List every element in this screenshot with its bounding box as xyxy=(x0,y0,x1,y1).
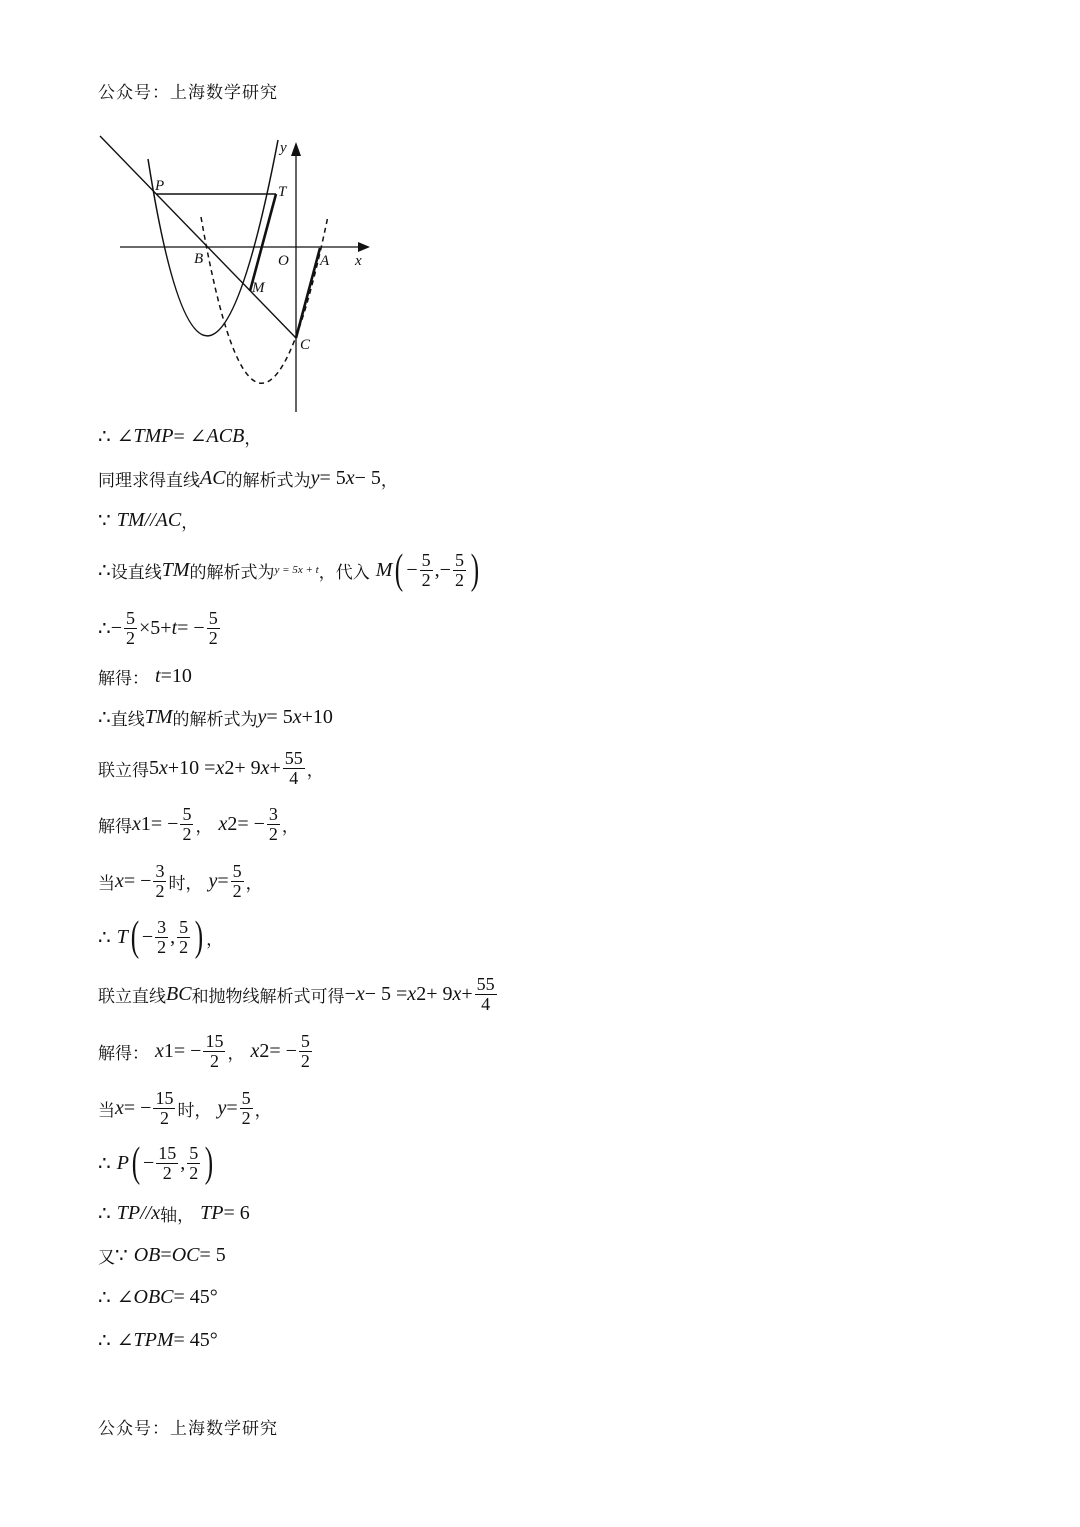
solid-parabola xyxy=(148,140,278,336)
line-11: ∴ T ( − $\frac{3}{2}$ , $\frac{5}{2}$ ) ， xyxy=(98,914,224,960)
line-8: 联立得 5 x +10 = x 2 + 9 x + $\frac{55}{4}$ ， xyxy=(98,747,324,788)
label-x: x xyxy=(355,253,362,269)
y-axis-arrow xyxy=(291,142,301,156)
line-9: 解得 x 1 = − $\frac{5}{2}$ ， x 2 = − $\frac{3}{2}$ ， xyxy=(98,803,299,844)
line-7: ∴ 直线 TM 的解析式为 y = 5 x +10 xyxy=(98,705,333,730)
line-10: 当 x = − $\frac{3}{2}$ 时， y = $\frac{5}{2}$ ， xyxy=(98,860,263,901)
line-13: 解得： x 1 = − $\frac{15}{2}$ ， x 2 = − $\frac{5}{2}$ xyxy=(98,1030,310,1071)
line-2: 同理求得直线 AC 的解析式为 y = 5 x − 5 ， xyxy=(98,466,398,491)
line-pc xyxy=(100,136,296,338)
line-1: ∴ ∠ TMP = ∠ ACB ， xyxy=(98,424,262,449)
line-18: ∴ ∠ OBC = 45° xyxy=(98,1285,218,1309)
line-17: 又 ∵ OB = OC = 5 xyxy=(98,1243,226,1268)
line-4: ∴ 设直线 TM 的解析式为 y = 5x + t ，代入 M ( − $\frac{5}{2}$ ,− $\frac{5}{2}$ ) xyxy=(98,547,480,593)
label-o: O xyxy=(278,253,289,269)
line-16: ∴ TP // x 轴， TP = 6 xyxy=(98,1201,250,1226)
line-6: 解得： t =10 xyxy=(98,664,192,689)
line-15: ∴ P ( − $\frac{15}{2}$ , $\frac{5}{2}$ ) xyxy=(98,1140,214,1186)
segment-ac xyxy=(296,248,320,338)
line-5: ∴ − $\frac{5}{2}$ ×5+ t = − $\frac{5}{2}$ xyxy=(98,607,218,648)
label-b: B xyxy=(194,251,204,267)
line-3: ∵ TM // AC ， xyxy=(98,508,199,533)
label-p: P xyxy=(155,178,165,194)
line-14: 当 x = − $\frac{15}{2}$ 时， y = $\frac{5}{2}$ ， xyxy=(98,1087,272,1128)
line-12: 联立直线 BC 和抛物线解析式可得 − x − 5 = x 2 + 9 x + $\frac{55}{4}$ xyxy=(98,973,495,1014)
line-19: ∴ ∠ TPM = 45° xyxy=(98,1328,218,1352)
label-a: A xyxy=(320,253,330,269)
label-t: T xyxy=(278,184,287,200)
page-footer: 公众号：上海数学研究 xyxy=(98,1419,278,1439)
label-c: C xyxy=(300,337,311,353)
x-axis-arrow xyxy=(358,242,370,252)
label-y: y xyxy=(280,140,287,156)
label-m: M xyxy=(252,280,265,296)
parabola-figure xyxy=(90,132,380,417)
page-header: 公众号：上海数学研究 xyxy=(98,83,278,103)
